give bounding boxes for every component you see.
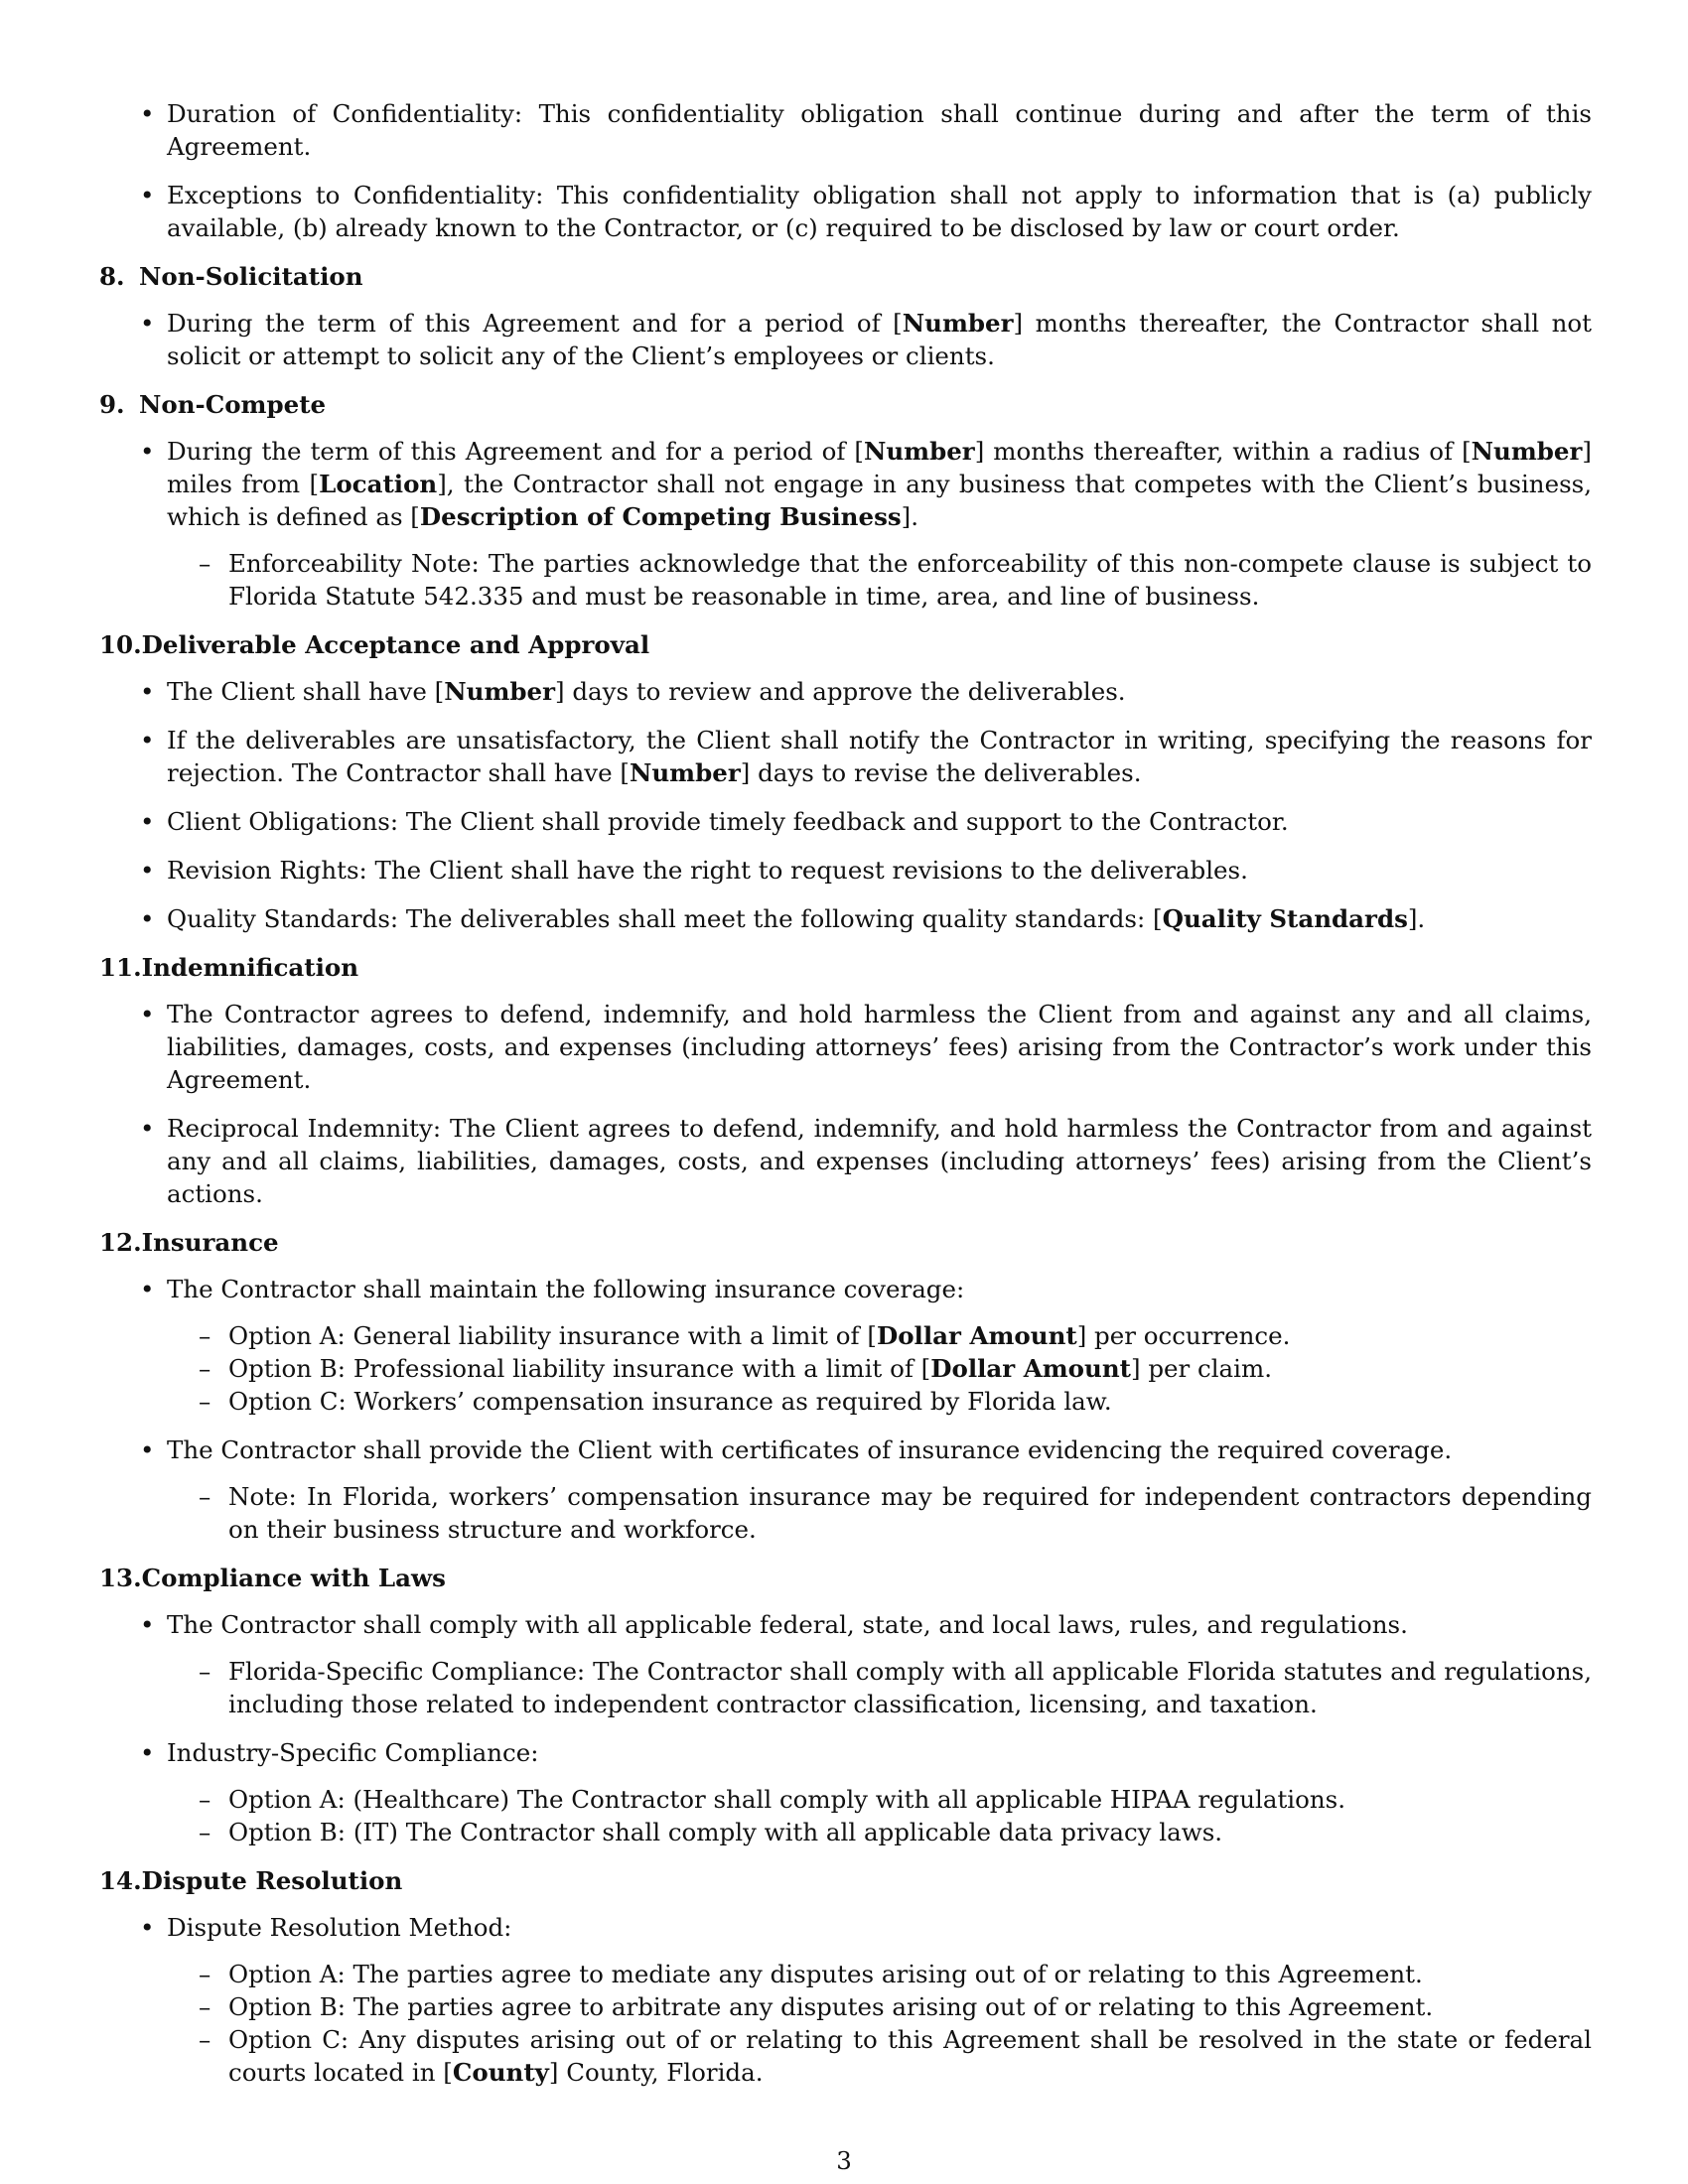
section-title: Non-Solicitation (139, 262, 363, 291)
sub-item: – Option A: General liability insurance with a limit of [Dollar Amount] per occurrence. (228, 1319, 1592, 1352)
section-number: 9. (99, 390, 125, 419)
dash-list (167, 547, 1592, 613)
section-dispute-resolution (99, 1864, 1592, 2089)
sub-item: – Note: In Florida, workers’ compensation insurance may be required for independent contractors depending on their business structure and workforce. (228, 1480, 1592, 1546)
list-item: • The Contractor shall maintain the following insurance coverage: – Option A: General liability insurance with a limit of [Dollar Amount] per occurrence. – Option B: Professional liability insurance with a limit of [Dollar Amount] per claim. – Option C: Workers’ compensation insurance as required by Florida law. (167, 1273, 1592, 1418)
confidentiality-continuation (99, 97, 1592, 244)
section-heading (99, 260, 1592, 293)
section-number: 13. (99, 1564, 142, 1592)
section-number: 14. (99, 1866, 142, 1895)
section-non-compete (99, 388, 1592, 613)
placeholder-field: Number (902, 309, 1014, 338)
list-item: • If the deliverables are unsatisfactory, the Client shall notify the Contractor in writing, specifying the reasons for rejection. The Contractor shall have [Number] days to revise the deliverables. (167, 724, 1592, 789)
dash-list (167, 1958, 1592, 2089)
placeholder-field: Quality Standards (1162, 904, 1408, 933)
list-item: • Industry-Specific Compliance: – Option A: (Healthcare) The Contractor shall comply with all applicable HIPAA regulations. – Option B: (IT) The Contractor shall comply with all applicable data privacy laws. (167, 1736, 1592, 1848)
list-item: • Dispute Resolution Method: – Option A: The parties agree to mediate any disputes arising out of or relating to this Agreement. – Option B: The parties agree to arbitrate any disputes arising out of or relating to this Agreement. – Option C: Any disputes arising out of or relating to this Agreement shall be resolved in the state or federal courts located in [County] County, Florida. (167, 1911, 1592, 2089)
section-deliverable-acceptance (99, 628, 1592, 935)
section-heading (99, 1864, 1592, 1897)
section-indemnification (99, 951, 1592, 1210)
placeholder-field: Description of Competing Business (419, 502, 902, 531)
list-item: • Quality Standards: The deliverables shall meet the following quality standards: [Quality Standards]. (167, 902, 1592, 935)
section-compliance (99, 1562, 1592, 1848)
sub-item: – Enforceability Note: The parties acknowledge that the enforceability of this non-compete clause is subject to Florida Statute 542.335 and must be reasonable in time, area, and line of business. (228, 547, 1592, 613)
list-item: • Client Obligations: The Client shall provide timely feedback and support to the Contractor. (167, 805, 1592, 838)
placeholder-field: Dollar Amount (876, 1321, 1077, 1350)
document-body (99, 97, 1592, 2105)
sub-item: – Option A: (Healthcare) The Contractor shall comply with all applicable HIPAA regulations. (228, 1783, 1592, 1816)
list-item: • Revision Rights: The Client shall have the right to request revisions to the deliverables. (167, 854, 1592, 887)
section-number: 8. (99, 262, 125, 291)
list-item: • During the term of this Agreement and for a period of [Number] months thereafter, within a radius of [Number] miles from [Location], the Contractor shall not engage in any business that competes with the Client’s business, which is defined as [Description of Competing Business]. – Enforceability Note: The parties acknowledge that the enforceability of this non-compete clause is subject to Florida Statute 542.335 and must be reasonable in time, area, and line of business. (167, 435, 1592, 613)
list-item: • The Client shall have [Number] days to review and approve the deliverables. (167, 675, 1592, 708)
bullet-list (99, 435, 1592, 613)
list-item: • The Contractor shall provide the Client with certificates of insurance evidencing the required coverage. – Note: In Florida, workers’ compensation insurance may be required for independent contractors depending on their business structure and workforce. (167, 1433, 1592, 1546)
dash-list (167, 1783, 1592, 1848)
section-title: Compliance with Laws (141, 1564, 446, 1592)
list-item: • Reciprocal Indemnity: The Client agrees to defend, indemnify, and hold harmless the Contractor from and against any and all claims, liabilities, damages, costs, and expenses (including attorneys’ fees) arising from the Client’s actions. (167, 1112, 1592, 1210)
list-item: • The Contractor shall comply with all applicable federal, state, and local laws, rules, and regulations. – Florida-Specific Compliance: The Contractor shall comply with all applicable Florida statutes and regulations, including those related to independent contractor classification, licensing, and taxation. (167, 1608, 1592, 1720)
section-title: Non-Compete (139, 390, 327, 419)
placeholder-field: Number (863, 437, 975, 466)
placeholder-field: Dollar Amount (930, 1354, 1131, 1383)
sub-item: – Florida-Specific Compliance: The Contractor shall comply with all applicable Florida statutes and regulations, including those related to independent contractor classification, licensing, and taxation. (228, 1655, 1592, 1720)
section-heading (99, 951, 1592, 984)
placeholder-field: Location (319, 470, 438, 498)
list-item: • Duration of Confidentiality: This confidentiality obligation shall continue during and after the term of this Agreement. (167, 97, 1592, 163)
dash-list (167, 1480, 1592, 1546)
section-heading (99, 388, 1592, 421)
sub-item: – Option A: The parties agree to mediate any disputes arising out of or relating to this Agreement. (228, 1958, 1592, 1990)
list-item: • Exceptions to Confidentiality: This confidentiality obligation shall not apply to information that is (a) publicly available, (b) already known to the Contractor, or (c) required to be disclosed by law or court order. (167, 179, 1592, 244)
section-heading (99, 1562, 1592, 1594)
section-non-solicitation (99, 260, 1592, 372)
placeholder-field: County (452, 2058, 549, 2087)
bullet-list (99, 97, 1592, 244)
list-item: • During the term of this Agreement and for a period of [Number] months thereafter, the Contractor shall not solicit or attempt to solicit any of the Client’s employees or clients. (167, 307, 1592, 372)
placeholder-field: Number (444, 677, 555, 706)
bullet-list (99, 307, 1592, 372)
page-number: 3 (836, 2146, 852, 2175)
sub-item: – Option B: The parties agree to arbitrate any disputes arising out of or relating to this Agreement. (228, 1990, 1592, 2023)
sub-item: – Option C: Any disputes arising out of or relating to this Agreement shall be resolved in the state or federal courts located in [County] County, Florida. (228, 2023, 1592, 2089)
list-item: • The Contractor agrees to defend, indemnify, and hold harmless the Client from and against any and all claims, liabilities, damages, costs, and expenses (including attorneys’ fees) arising from the Contractor’s work under this Agreement. (167, 998, 1592, 1096)
dash-list (167, 1319, 1592, 1418)
section-title: Indemnification (141, 953, 359, 982)
sub-item: – Option B: Professional liability insurance with a limit of [Dollar Amount] per claim. (228, 1352, 1592, 1385)
section-number: 10. (99, 630, 142, 659)
section-number: 12. (99, 1228, 142, 1257)
section-number: 11. (99, 953, 142, 982)
placeholder-field: Number (629, 758, 741, 787)
section-heading (99, 1226, 1592, 1259)
section-heading (99, 628, 1592, 661)
bullet-list (99, 1608, 1592, 1848)
bullet-list (99, 1911, 1592, 2089)
bullet-list (99, 675, 1592, 935)
bullet-list (99, 998, 1592, 1210)
section-insurance (99, 1226, 1592, 1546)
section-title: Insurance (141, 1228, 279, 1257)
sub-item: – Option B: (IT) The Contractor shall comply with all applicable data privacy laws. (228, 1816, 1592, 1848)
section-title: Dispute Resolution (141, 1866, 403, 1895)
dash-list (167, 1655, 1592, 1720)
bullet-list (99, 1273, 1592, 1546)
placeholder-field: Number (1471, 437, 1583, 466)
sub-item: – Option C: Workers’ compensation insurance as required by Florida law. (228, 1385, 1592, 1418)
section-title: Deliverable Acceptance and Approval (141, 630, 650, 659)
